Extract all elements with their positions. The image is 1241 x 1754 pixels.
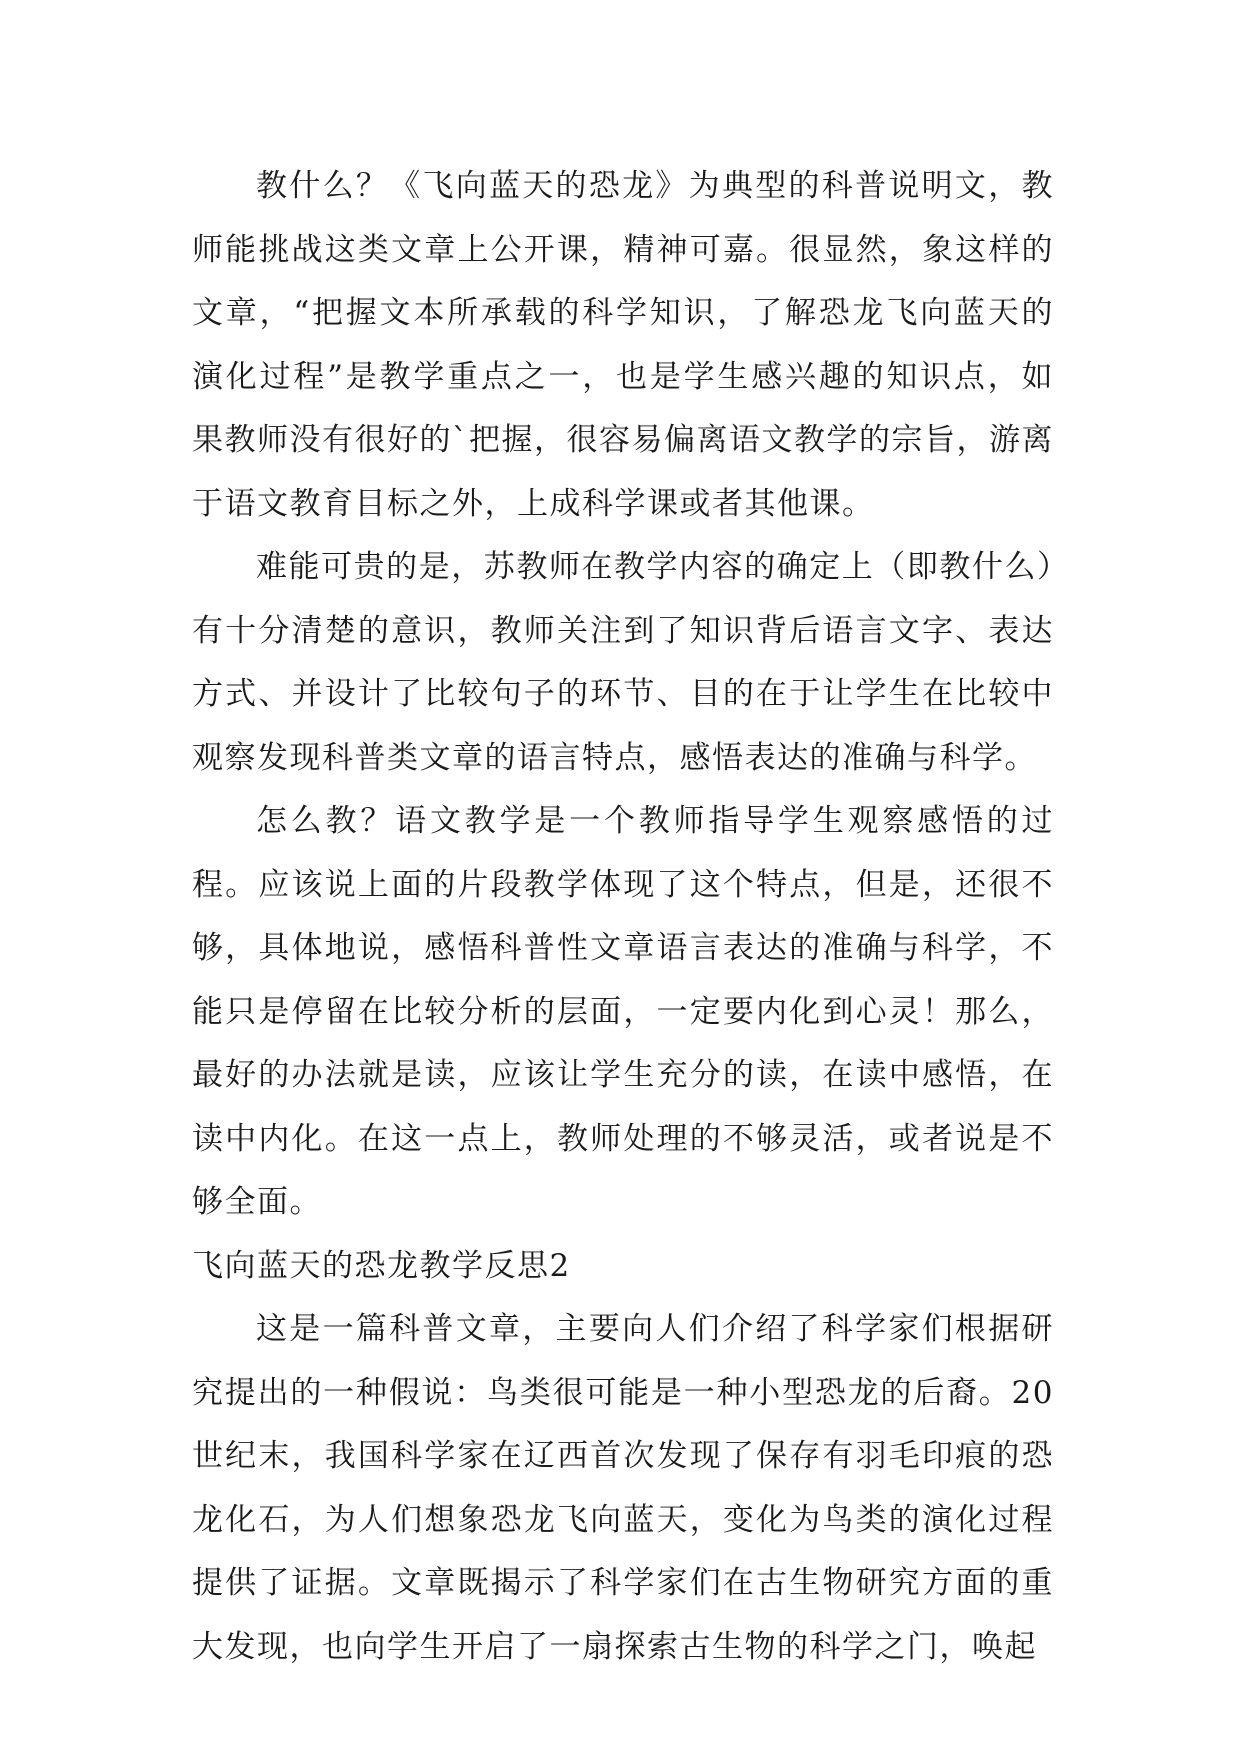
document-body [192, 155, 1054, 1679]
paragraph: 难能可贵的是，苏教师在教学内容的确定上（即教什么）有十分清楚的意识，教师关注到了知识背后语言文字、表达方式、并设计了比较句子的环节、目的在于让学生在比较中观察发现科普类文章的语言特点，感悟表达的准确与科学。 [192, 549, 1054, 776]
paragraph: 这是一篇科普文章，主要向人们介绍了科学家们根据研究提出的一种假说：鸟类很可能是一种小型恐龙的后裔。20世纪末，我国科学家在辽西首次发现了保存有羽毛印痕的恐龙化石，为人们想象恐龙飞向蓝天，变化为鸟类的演化过程提供了证据。文章既揭示了科学家们在古生物研究方面的重大发现，也向学生开启了一扇探索古生物的科学之门，唤起 [192, 1311, 1054, 1665]
paragraph: 教什么？《飞向蓝天的恐龙》为典型的科普说明文，教师能挑战这类文章上公开课，精神可嘉。很显然，象这样的文章，“把握文本所承载的科学知识，了解恐龙飞向蓝天的演化过程”是教学重点之一，也是学生感兴趣的知识点，如果教师没有很好的`把握，很容易偏离语文教学的宗旨，游离于语文教育目标之外，上成科学课或者其他课。 [192, 168, 1054, 522]
section-heading: 飞向蓝天的恐龙教学反思2 [192, 1247, 571, 1284]
paragraph: 怎么教？语文教学是一个教师指导学生观察感悟的过程。应该说上面的片段教学体现了这个特点，但是，还很不够，具体地说，感悟科普性文章语言表达的准确与科学，不能只是停留在比较分析的层面，一定要内化到心灵！那么，最好的办法就是读，应该让学生充分的读，在读中感悟，在读中内化。在这一点上，教师处理的不够灵活，或者说是不够全面。 [192, 803, 1054, 1220]
